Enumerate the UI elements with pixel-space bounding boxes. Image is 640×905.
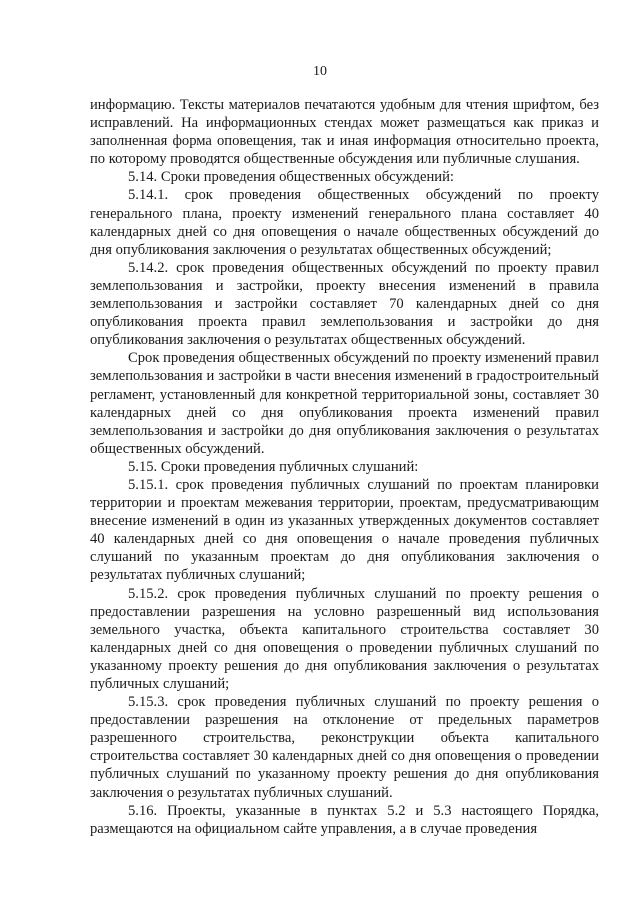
paragraph: 5.15.1. срок проведения публичных слушаний по проектам планировки территории и проектам межевания территории, проектам, предусматривающим внесение изменений в один из указанных утвержденных документов составляет 40 календарных дней со дня оповещения о начале проведения публичных слушаний по указанным проектам до дня опубликования заключения о результатах публичных слушаний; <box>90 476 599 584</box>
paragraph: 5.15.2. срок проведения публичных слушаний по проекту решения о предоставлении разрешения на условно разрешенный вид использования земельного участка, объекта капитального строительства составляет 30 календарных дней со дня оповещения о проведении публичных слушаний по указанному проекту решения до дня опубликования заключения о результатах публичных слушаний; <box>90 585 599 692</box>
paragraph: 5.16. Проекты, указанные в пунктах 5.2 и 5.3 настоящего Порядка, размещаются на официальном сайте управления, а в случае проведения <box>90 802 599 837</box>
paragraph: 5.14.1. срок проведения общественных обсуждений по проекту генерального плана, проекту изменений генерального плана составляет 40 календарных дней со дня оповещения о начале общественных обсуждений до дня опубликования заключения о результатах общественных обсуждений; <box>90 187 599 258</box>
page-number: 10 <box>313 64 327 79</box>
paragraph: информацию. Тексты материалов печатаются удобным для чтения шрифтом, без исправлений. На информационных стендах может размещаться как приказ и заполненная форма оповещения, так и иная информация относительно проекта, по которому проводятся общественные обсуждения или публичные слушания. <box>90 97 599 168</box>
paragraph: Срок проведения общественных обсуждений по проекту изменений правил землепользования и застройки в части внесения изменений в градостроительный регламент, установленный для конкретной территориальной зоны, составляет 30 календарных дней со дня опубликования проекта изменений правил землепользования и застройки до дня опубликования заключения о результатах общественных обсуждений. <box>90 350 599 457</box>
paragraph: 5.15. Сроки проведения публичных слушаний: <box>128 458 419 475</box>
paragraph: 5.14.2. срок проведения общественных обсуждений по проекту правил землепользования и застройки, проекту внесения изменений в правила землепользования и застройки составляет 70 календарных дней со дня опубликования проекта правил землепользования и застройки до дня опубликования заключения о результатах общественных обсуждений. <box>90 259 599 349</box>
document-body <box>90 96 599 838</box>
paragraph: 5.14. Сроки проведения общественных обсуждений: <box>128 169 454 186</box>
paragraph: 5.15.3. срок проведения публичных слушаний по проекту решения о предоставлении разрешения на отклонение от предельных параметров разрешенного строительства, реконструкции объекта капитального строительства составляет 30 календарных дней со дня оповещения о проведении публичных слушаний по указанному проекту решения до дня опубликования заключения о результатах публичных слушаний. <box>90 694 599 801</box>
